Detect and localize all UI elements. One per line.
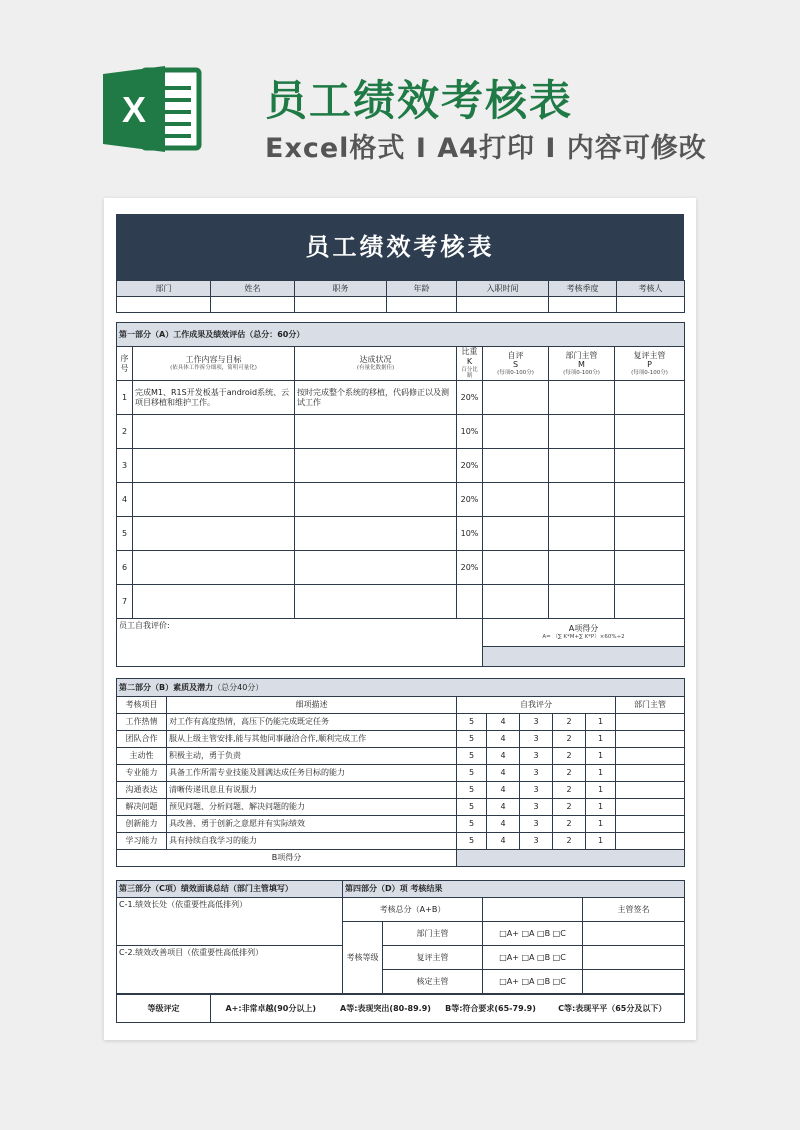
col-self: 自评 S (每项0-100分) [483, 347, 549, 381]
table-row [117, 748, 685, 765]
score-cell[interactable] [483, 551, 549, 585]
table-row: 5 10% [117, 517, 685, 551]
info-header: 部门 [117, 281, 211, 297]
mgr-score-cell[interactable] [616, 782, 685, 799]
score-cell[interactable] [615, 551, 685, 585]
col-weight: 比重K 百分比制 [457, 347, 483, 381]
excel-icon [103, 66, 203, 152]
a-score-label: A项得分 A= （∑ K*M+∑ K*P）×60%÷2 [483, 619, 685, 647]
desc-cell: 清晰传递讯息且有说服力 [167, 782, 457, 799]
score-option[interactable]: 1 [586, 765, 616, 782]
score-option[interactable]: 5 [457, 714, 487, 731]
item-cell: 学习能力 [117, 833, 167, 850]
part2-heading: 第二部分（B）素质及潜力（总分40分） [117, 679, 685, 697]
score-option[interactable]: 3 [520, 833, 553, 850]
result-cell[interactable] [295, 449, 457, 483]
score-option[interactable]: 2 [553, 782, 586, 799]
score-option[interactable]: 5 [457, 782, 487, 799]
score-option[interactable]: 3 [520, 782, 553, 799]
grade-label: 考核等级 [343, 922, 383, 994]
b-score-value[interactable] [457, 850, 685, 867]
score-option[interactable]: 1 [586, 782, 616, 799]
svg-text:X: X [121, 89, 147, 130]
score-option[interactable]: 3 [520, 799, 553, 816]
info-cell[interactable] [457, 297, 549, 313]
desc-cell: 预见问题、分析问题、解决问题的能力 [167, 799, 457, 816]
legend-item: C等:表现平平（65分及以下） [541, 995, 685, 1023]
score-cell[interactable] [483, 449, 549, 483]
item-cell: 工作热情 [117, 714, 167, 731]
score-option[interactable]: 4 [487, 714, 520, 731]
score-cell[interactable] [615, 517, 685, 551]
result-cell[interactable] [295, 483, 457, 517]
signature-cell[interactable] [583, 922, 685, 946]
score-option[interactable]: 2 [553, 765, 586, 782]
col-mgr: 部门主管 [616, 697, 685, 714]
mgr-score-cell[interactable] [616, 833, 685, 850]
score-option[interactable]: 2 [553, 833, 586, 850]
weight-cell[interactable]: 20% [457, 381, 483, 415]
score-option[interactable]: 3 [520, 748, 553, 765]
score-option[interactable]: 5 [457, 816, 487, 833]
table-row [117, 765, 685, 782]
col-seq: 序号 [117, 347, 133, 381]
grade-options[interactable]: □A+ □A □B □C [483, 970, 583, 994]
item-cell: 沟通表达 [117, 782, 167, 799]
score-option[interactable]: 5 [457, 799, 487, 816]
part1-heading: 第一部分（A）工作成果及绩效评估（总分：60分） [117, 323, 685, 347]
result-cell[interactable] [295, 585, 457, 619]
score-option[interactable]: 1 [586, 816, 616, 833]
legend-table [116, 994, 685, 1023]
table-row: 2 10% [117, 415, 685, 449]
legend-label: 等级评定 [117, 995, 211, 1023]
table-row [117, 816, 685, 833]
goal-cell[interactable] [133, 483, 295, 517]
part4-heading: 第四部分（D）项 考核结果 [343, 881, 685, 898]
score-option[interactable]: 5 [457, 748, 487, 765]
table-row [117, 799, 685, 816]
info-cell[interactable] [617, 297, 685, 313]
signature-cell[interactable] [583, 946, 685, 970]
score-option[interactable]: 2 [553, 816, 586, 833]
score-option[interactable]: 1 [586, 833, 616, 850]
item-cell: 团队合作 [117, 731, 167, 748]
col-goal: 工作内容与目标 (依具体工作拆分细项，简明可量化) [133, 347, 295, 381]
mgr-score-cell[interactable] [616, 731, 685, 748]
mgr-score-cell[interactable] [616, 748, 685, 765]
item-cell: 主动性 [117, 748, 167, 765]
c1-cell[interactable]: C-1.绩效长处（依重要性高低排列） [117, 898, 343, 946]
legend-item: A+:非常卓越(90分以上) [211, 995, 331, 1023]
sheet-title: 员工绩效考核表 [116, 214, 684, 280]
score-option[interactable]: 4 [487, 748, 520, 765]
info-header: 考核季度 [549, 281, 617, 297]
score-cell[interactable] [615, 415, 685, 449]
score-cell[interactable] [549, 551, 615, 585]
mgr-score-cell[interactable] [616, 714, 685, 731]
score-option[interactable]: 4 [487, 833, 520, 850]
score-cell[interactable] [549, 415, 615, 449]
score-option[interactable]: 5 [457, 731, 487, 748]
part2-block [116, 678, 684, 867]
col-item: 考核项目 [117, 697, 167, 714]
role-label: 部门主管 [383, 922, 483, 946]
grade-options[interactable]: □A+ □A □B □C [483, 922, 583, 946]
goal-cell[interactable] [133, 415, 295, 449]
score-option[interactable]: 3 [520, 816, 553, 833]
table-row: 3 20% [117, 449, 685, 483]
info-header: 入职时间 [457, 281, 549, 297]
info-cell[interactable] [117, 297, 211, 313]
score-cell[interactable] [483, 415, 549, 449]
goal-cell[interactable] [133, 517, 295, 551]
score-option[interactable]: 5 [457, 833, 487, 850]
document-sheet [104, 198, 696, 1040]
col-mgr: 部门主管 M (每项0-100分) [549, 347, 615, 381]
self-eval-cell[interactable]: 员工自我评价: [117, 619, 483, 667]
score-cell[interactable] [549, 449, 615, 483]
score-option[interactable]: 3 [520, 765, 553, 782]
info-cell[interactable] [295, 297, 387, 313]
info-header: 职务 [295, 281, 387, 297]
weight-cell[interactable]: 10% [457, 517, 483, 551]
desc-cell: 具改善、勇于创新之意愿并有实际绩效 [167, 816, 457, 833]
signature-label: 主管签名 [583, 898, 685, 922]
desc-cell: 服从上级主管安排,能与其他同事融洽合作,顺利完成工作 [167, 731, 457, 748]
part34-table [116, 880, 685, 994]
goal-cell[interactable] [133, 449, 295, 483]
part34-block [116, 880, 684, 1023]
info-table [116, 280, 685, 313]
col-desc: 细项描述 [167, 697, 457, 714]
score-option[interactable]: 1 [586, 799, 616, 816]
item-cell: 专业能力 [117, 765, 167, 782]
score-option[interactable]: 5 [457, 765, 487, 782]
role-label: 核定主管 [383, 970, 483, 994]
weight-cell[interactable]: 20% [457, 449, 483, 483]
a-score-value[interactable] [483, 647, 685, 667]
table-row [117, 714, 685, 731]
item-cell: 解决问题 [117, 799, 167, 816]
weight-cell[interactable]: 10% [457, 415, 483, 449]
score-option[interactable]: 2 [553, 748, 586, 765]
score-cell[interactable] [549, 585, 615, 619]
mgr-score-cell[interactable] [616, 816, 685, 833]
table-row [117, 833, 685, 850]
header-block [116, 214, 684, 313]
total-label: 考核总分（A+B） [343, 898, 483, 922]
score-cell[interactable] [615, 483, 685, 517]
score-option[interactable]: 2 [553, 799, 586, 816]
part2-table [116, 678, 685, 867]
result-cell[interactable]: 按时完成整个系统的移植，代码修正以及测试工作 [295, 381, 457, 415]
score-cell[interactable] [483, 585, 549, 619]
role-label: 复评主管 [383, 946, 483, 970]
score-cell[interactable] [549, 483, 615, 517]
result-cell[interactable] [295, 517, 457, 551]
table-row: 7 [117, 585, 685, 619]
b-score-label: B项得分 [117, 850, 457, 867]
legend-item: A等:表现突出(80-89.9) [331, 995, 441, 1023]
part1-block [116, 322, 684, 667]
score-option[interactable]: 4 [487, 816, 520, 833]
score-option[interactable]: 4 [487, 765, 520, 782]
goal-cell[interactable]: 完成M1、R1S开发板基于android系统、云项目移植和维护工作。 [133, 381, 295, 415]
table-row [117, 731, 685, 748]
weight-cell[interactable]: 20% [457, 551, 483, 585]
col-review: 复评主管 P (每项0-100分) [615, 347, 685, 381]
score-option[interactable]: 1 [586, 748, 616, 765]
mgr-score-cell[interactable] [616, 765, 685, 782]
banner-title: 员工绩效考核表 [265, 76, 574, 125]
score-cell[interactable] [549, 517, 615, 551]
col-self-score: 自我评分 [457, 697, 616, 714]
score-cell[interactable] [549, 381, 615, 415]
table-row: 4 20% [117, 483, 685, 517]
score-option[interactable]: 3 [520, 731, 553, 748]
total-value[interactable] [483, 898, 583, 922]
goal-cell[interactable] [133, 551, 295, 585]
weight-cell[interactable] [457, 585, 483, 619]
score-option[interactable]: 4 [487, 731, 520, 748]
score-option[interactable]: 1 [586, 731, 616, 748]
mgr-score-cell[interactable] [616, 799, 685, 816]
info-header: 姓名 [211, 281, 295, 297]
part3-heading: 第三部分（C项）绩效面谈总结（部门主管填写） [117, 881, 343, 898]
banner-subtitle: Excel格式 I A4打印 I 内容可修改 [265, 133, 707, 164]
part1-table [116, 322, 685, 667]
score-option[interactable]: 4 [487, 782, 520, 799]
info-header: 考核人 [617, 281, 685, 297]
c2-cell[interactable]: C-2.绩效改善项目（依重要性高低排列） [117, 946, 343, 994]
table-row: 6 20% [117, 551, 685, 585]
goal-cell[interactable] [133, 585, 295, 619]
score-cell[interactable] [483, 381, 549, 415]
result-cell[interactable] [295, 415, 457, 449]
table-row: 1 完成M1、R1S开发板基于android系统、云项目移植和维护工作。 按时完成整个系统的移植，代码修正以及测试工作 20% [117, 381, 685, 415]
info-cell[interactable] [387, 297, 457, 313]
score-option[interactable]: 4 [487, 799, 520, 816]
score-cell[interactable] [615, 449, 685, 483]
score-cell[interactable] [483, 483, 549, 517]
score-option[interactable]: 2 [553, 731, 586, 748]
score-option[interactable]: 3 [520, 714, 553, 731]
signature-cell[interactable] [583, 970, 685, 994]
info-cell[interactable] [211, 297, 295, 313]
score-cell[interactable] [483, 517, 549, 551]
score-cell[interactable] [615, 585, 685, 619]
col-result: 达成状况 (有量化数据佳) [295, 347, 457, 381]
info-header: 年龄 [387, 281, 457, 297]
table-row [117, 782, 685, 799]
desc-cell: 对工作有高度热情，高压下仍能完成既定任务 [167, 714, 457, 731]
grade-options[interactable]: □A+ □A □B □C [483, 946, 583, 970]
legend-item: B等:符合要求(65-79.9) [441, 995, 541, 1023]
score-option[interactable]: 2 [553, 714, 586, 731]
score-option[interactable]: 1 [586, 714, 616, 731]
desc-cell: 具备工作所需专业技能及圆满达成任务目标的能力 [167, 765, 457, 782]
weight-cell[interactable]: 20% [457, 483, 483, 517]
item-cell: 创新能力 [117, 816, 167, 833]
score-cell[interactable] [615, 381, 685, 415]
info-cell[interactable] [549, 297, 617, 313]
result-cell[interactable] [295, 551, 457, 585]
desc-cell: 积极主动，勇于负责 [167, 748, 457, 765]
desc-cell: 具有持续自我学习的能力 [167, 833, 457, 850]
